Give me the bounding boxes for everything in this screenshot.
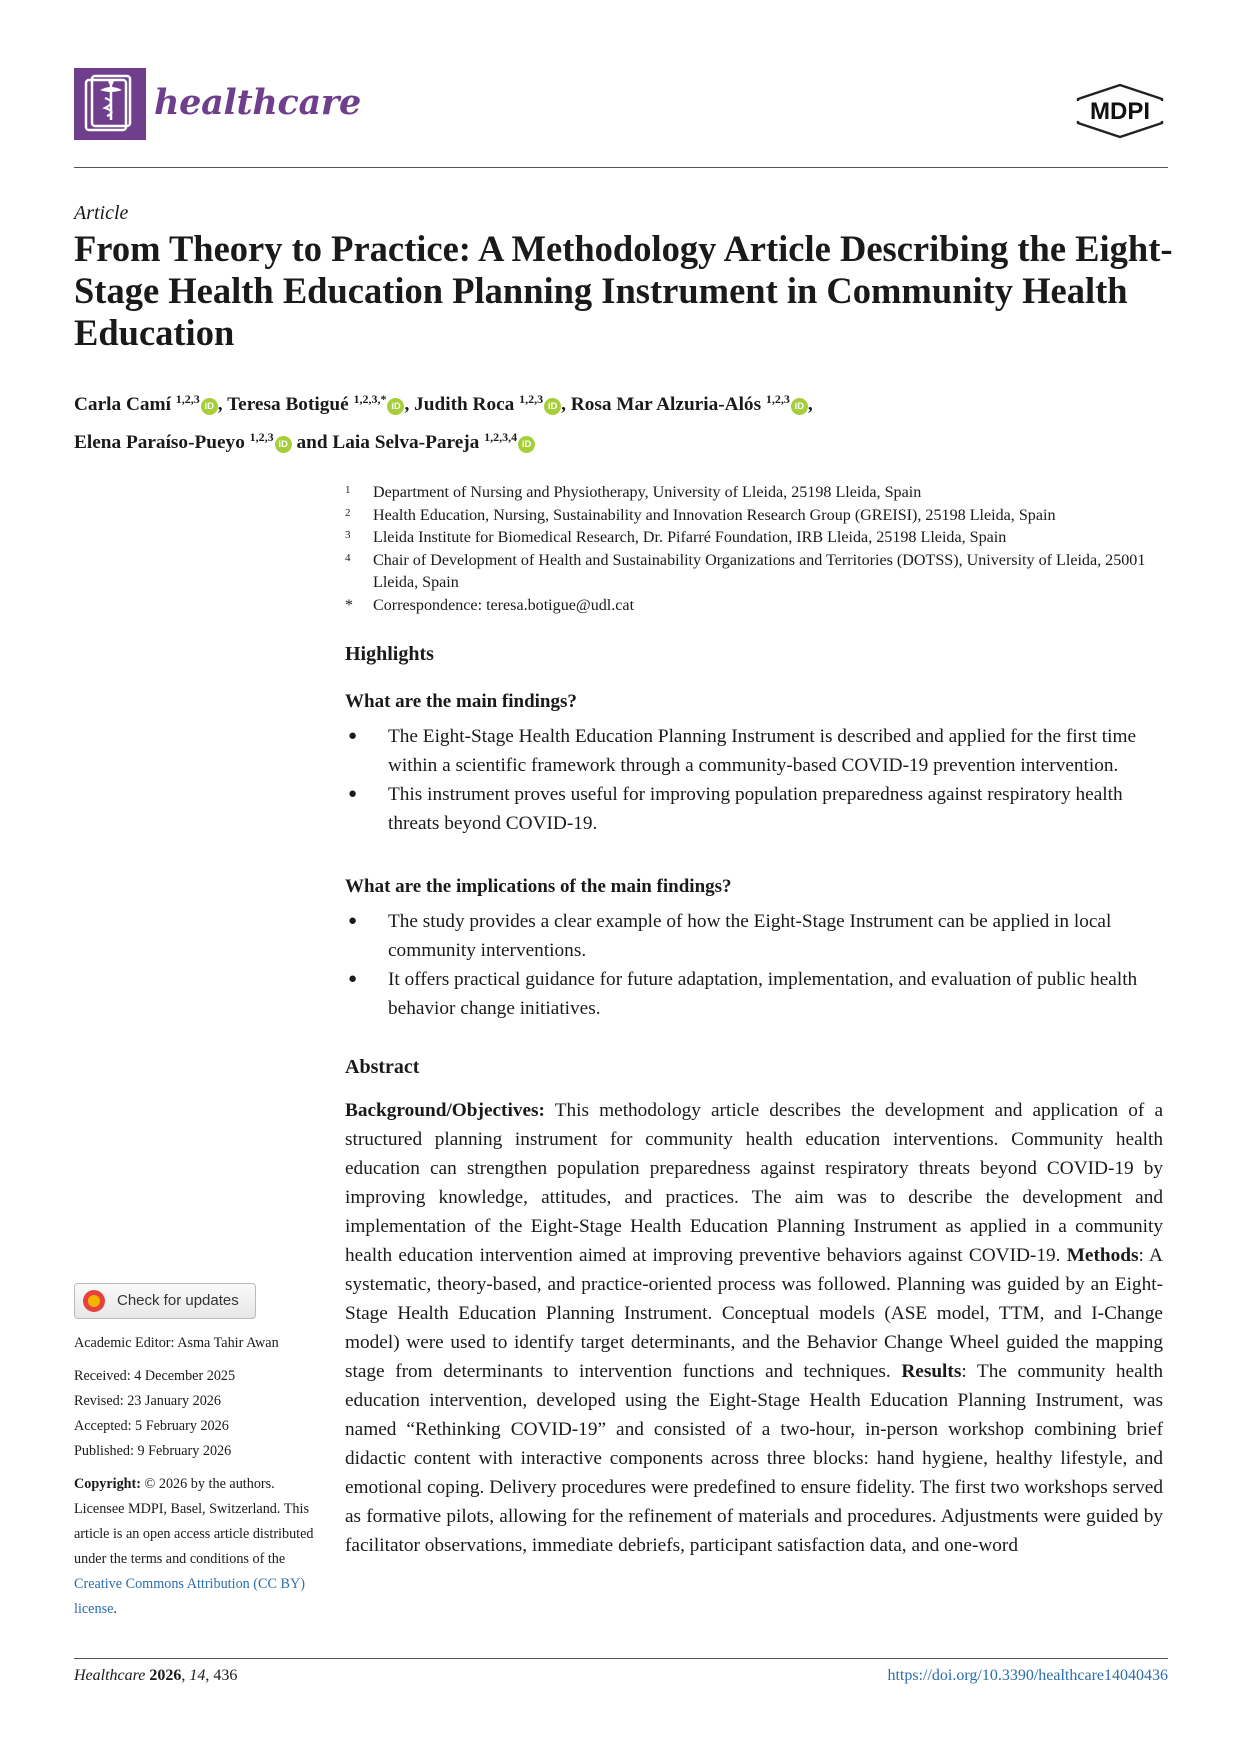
academic-editor: Academic Editor: Asma Tahir Awan <box>74 1335 279 1351</box>
published-date: Published: 9 February 2026 <box>74 1443 232 1459</box>
highlights-list <box>345 907 1165 1023</box>
orcid-icon[interactable]: iD <box>544 398 561 415</box>
highlights-question: What are the main findings? <box>345 691 577 712</box>
author[interactable]: Elena Paraíso-Pueyo $^{1,2,3}$iD and <box>74 430 333 453</box>
orcid-icon[interactable]: iD <box>387 398 404 415</box>
article-type: Article <box>74 202 129 224</box>
highlights-list <box>345 722 1165 838</box>
list-item: ● It offers practical guidance for future adaptation, implementation, and evaluation of public health behavior change initiatives. <box>348 969 1138 1019</box>
accepted-date: Accepted: 5 February 2026 <box>74 1418 229 1434</box>
affiliation-item: 1 Department of Nursing and Physiotherapy, University of Lleida, 25198 Lleida, Spain <box>345 484 922 501</box>
check-for-updates-button[interactable]: Check for updates <box>74 1283 256 1319</box>
publisher-name: MDPI <box>1090 98 1150 125</box>
author[interactable]: Laia Selva-Pareja $^{1,2,3,4}$iD <box>332 432 535 453</box>
highlights-question: What are the implications of the main findings? <box>345 876 732 897</box>
mdpi-logo <box>1072 83 1168 139</box>
orcid-icon[interactable]: iD <box>275 436 292 453</box>
orcid-icon[interactable]: iD <box>791 398 808 415</box>
orcid-icon[interactable]: iD <box>518 436 535 453</box>
author[interactable]: Judith Roca $^{1,2,3}$iD , <box>414 392 571 415</box>
affiliation-item: 4 Chair of Development of Health and Sustainability Organizations and Territories (DOTSS), University of Lleida, 25001 Lleida, Spain <box>345 551 1146 591</box>
header-divider <box>74 167 1168 168</box>
affiliation-item: 2 Health Education, Nursing, Sustainability and Innovation Research Group (GREISI), 25198 Lleida, Spain <box>345 506 1056 524</box>
caduceus-book-icon <box>74 68 146 140</box>
journal-name: healthcare <box>154 82 362 123</box>
license-link[interactable]: Creative Commons Attribution (CC BY) license <box>74 1576 305 1617</box>
abstract-body: Background/Objectives: This methodology article describes the development and application of a structured planning instrument for community health education interventions. Community health education can strengthen population preparedness against respiratory threats beyond COVID-19 by improving knowledge, attitudes, and practices. The aim was to describe the development and implementation of the Eight-Stage Health Education Planning Instrument as applied in a community health education intervention aimed at improving preventive behaviors against COVID-19. Methods: A systematic, theory-based, and practice-oriented process was followed. Planning was guided by an Eight-Stage Health Education Planning Instrument. Conceptual models (ASE model, TTM, and I-Change model) were used to identify target determinants, and the Behavior Change Wheel guided the mapping stage from determinants to intervention functions and techniques. Results: The community health education intervention, developed using the Eight-Stage Health Education Planning Instrument, was named “Rethinking COVID-19” and consisted of a two-hour, in-person workshop combining brief didactic content with interactive components across three blocks: hand hygiene, healthy lifestyle, and emotional coping. Delivery procedures were predefined to ensure fidelity. The first two workshops served as formative pilots, allowing for the refinement of materials and procedures. Adjustments were guided by facilitator observations, immediate debriefs, participant satisfaction data, and one-word <box>345 1100 1163 1556</box>
affiliation-item: 3 Lleida Institute for Biomedical Research, Dr. Pifarré Foundation, IRB Lleida, 25198 Lleida, Spain <box>345 529 1007 546</box>
check-updates-icon <box>83 1290 105 1312</box>
article-title: From Theory to Practice: A Methodology Article Describing the Eight-Stage Health Education Planning Instrument in Community Health Education <box>74 228 1173 353</box>
footer-divider <box>74 1658 1168 1659</box>
list-item: ● This instrument proves useful for improving population preparedness against respiratory health threats beyond COVID-19. <box>348 784 1123 834</box>
citation: Healthcare 2026, 14, 436 <box>74 1667 238 1684</box>
author-list <box>74 383 1174 459</box>
journal-logo <box>74 68 146 140</box>
list-item: ● The Eight-Stage Health Education Planning Instrument is described and applied for the first time within a scientific framework through a community-based COVID-19 prevention intervention. <box>348 726 1137 776</box>
article-info-sidebar <box>74 1331 319 1622</box>
abstract-heading: Abstract <box>345 1056 420 1078</box>
author[interactable]: Rosa Mar Alzuria-Alós $^{1,2,3}$iD , <box>570 392 813 415</box>
received-date: Received: 4 December 2025 <box>74 1368 236 1384</box>
copyright-notice: Copyright: © 2026 by the authors. Licensee MDPI, Basel, Switzerland. This article is an open access article distributed under the terms and conditions of the Creative Commons Attribution (CC BY) license. <box>74 1476 314 1617</box>
author[interactable]: Teresa Botigué $^{1,2,3,*}$iD , <box>227 392 415 415</box>
author[interactable]: Carla Camí $^{1,2,3}$iD , <box>74 392 228 415</box>
highlights-heading: Highlights <box>345 643 434 665</box>
revised-date: Revised: 23 January 2026 <box>74 1393 221 1409</box>
orcid-icon[interactable]: iD <box>201 398 218 415</box>
correspondence: * Correspondence: teresa.botigue@udl.cat <box>345 596 635 614</box>
list-item: ● The study provides a clear example of how the Eight-Stage Instrument can be applied in local community interventions. <box>348 911 1112 961</box>
affiliations <box>345 482 1175 617</box>
doi-link[interactable]: https://doi.org/10.3390/healthcare14040436 <box>887 1667 1168 1684</box>
